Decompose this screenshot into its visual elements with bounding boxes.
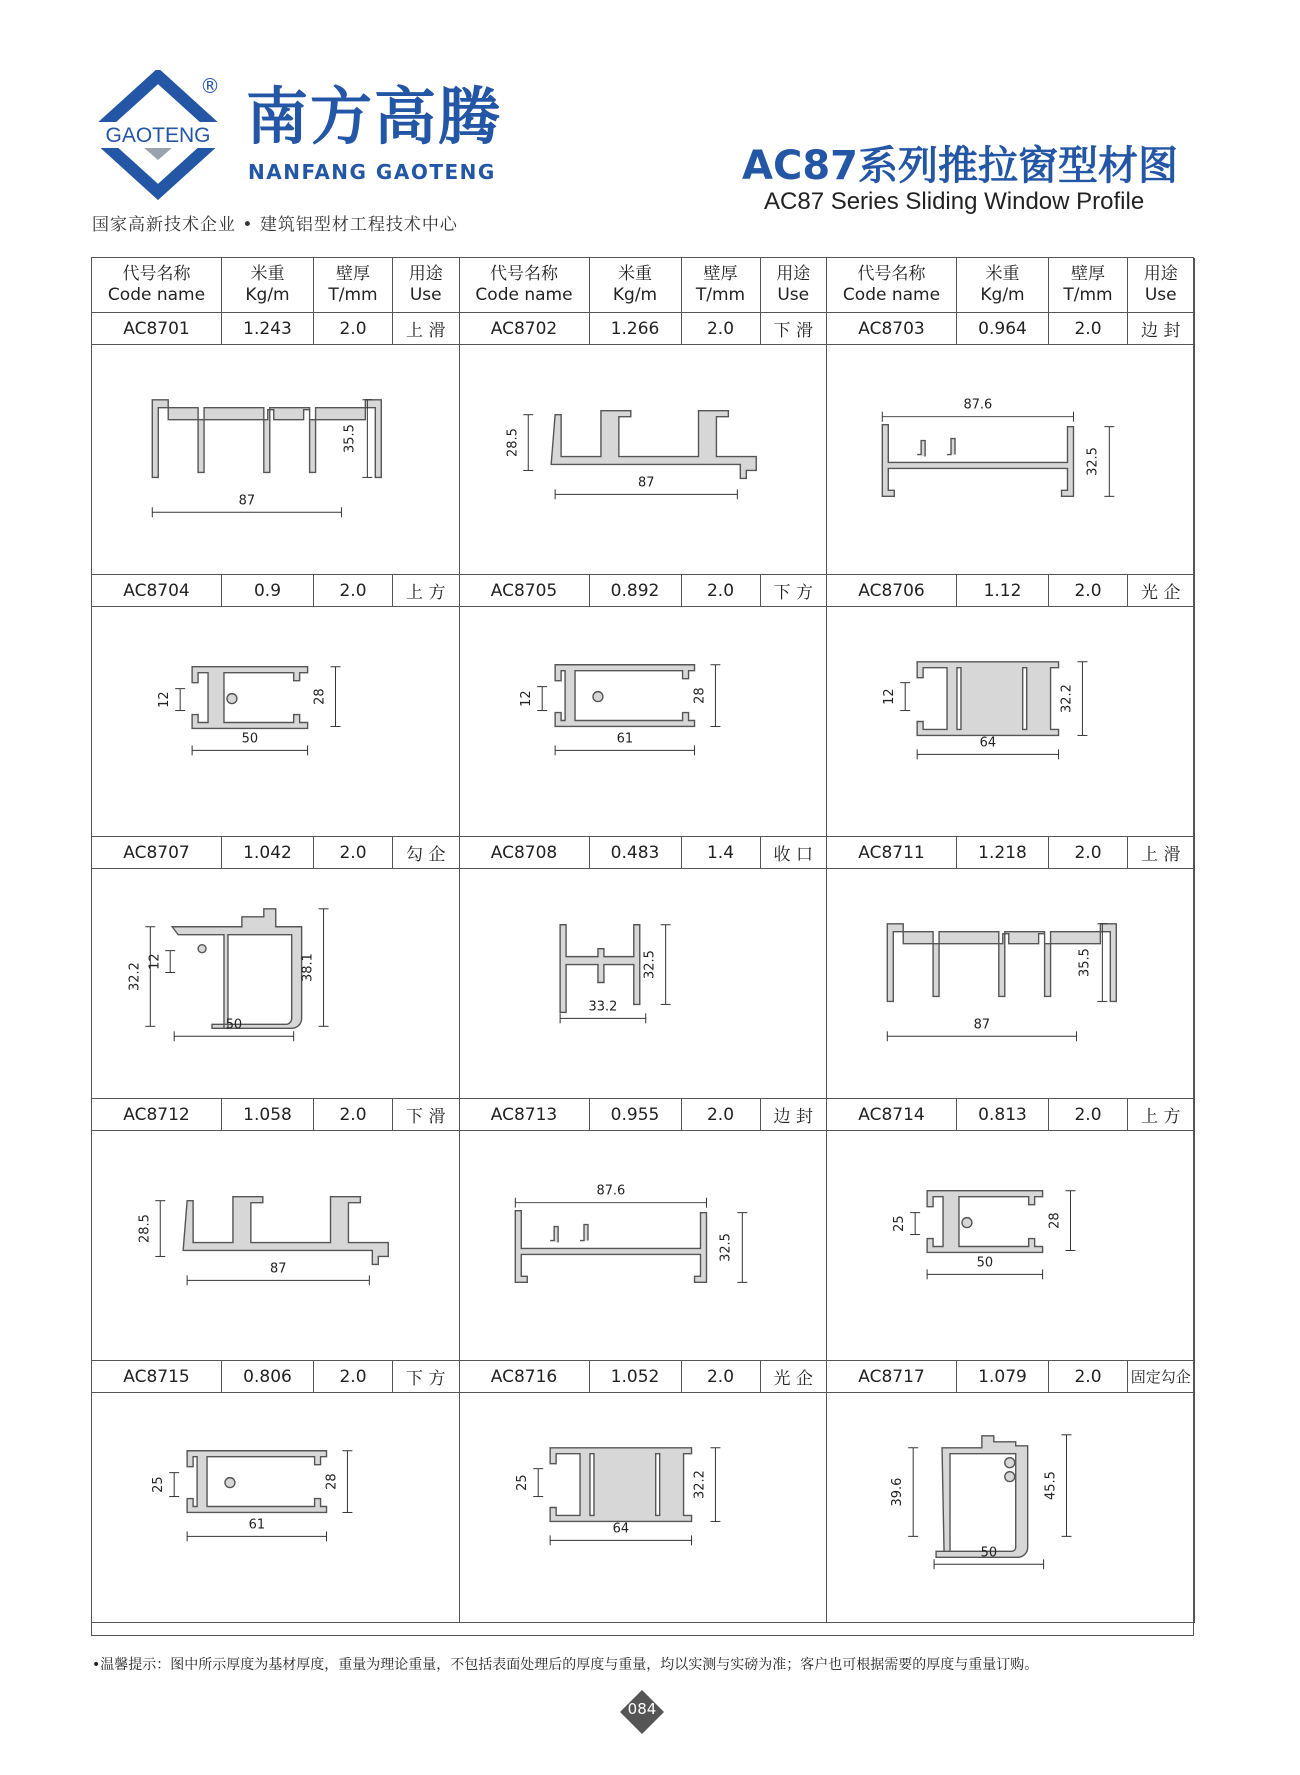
profile-code-cell: AC8716: [460, 1361, 590, 1393]
profile-drawing: [827, 1393, 1195, 1623]
profile-drawing: [460, 1393, 828, 1623]
profile-thickness-cell: 2.0: [682, 1099, 761, 1131]
dimension-label: 35.5: [1077, 948, 1093, 977]
header-label: T/mm: [328, 285, 378, 305]
dimension-label: 87.6: [595, 1183, 625, 1199]
profile-drawing: [92, 1131, 460, 1361]
header-label: T/mm: [695, 285, 746, 305]
profile-code-cell: AC8701: [92, 313, 222, 345]
profile-section-svg: [92, 1393, 459, 1622]
profile-drawing: [92, 345, 460, 575]
profile-code-cell: AC8707: [92, 837, 222, 869]
profile-code-cell: AC8715: [92, 1361, 222, 1393]
dimension-label: 87: [270, 1261, 287, 1277]
dimension-label: 45.5: [1043, 1471, 1059, 1501]
header-label: 用途: [1143, 264, 1178, 284]
profile-section-svg: [827, 1393, 1194, 1622]
profile-weight-cell: 0.806: [222, 1361, 314, 1393]
dimension-label: 50: [976, 1255, 994, 1271]
dimension-label: 50: [225, 1017, 243, 1033]
profile-code-cell: AC8711: [827, 837, 957, 869]
table-header-thickness: [682, 258, 761, 313]
profile-code-cell: AC8703: [827, 313, 957, 345]
profile-thickness-cell: 2.0: [682, 575, 761, 607]
brand-name-cn: 南方高腾: [246, 80, 503, 153]
header-label: 代号名称: [857, 264, 926, 284]
profile-use-cell: 收 口: [761, 837, 828, 869]
profile-section-svg: [460, 1131, 827, 1360]
profile-code-cell: AC8717: [827, 1361, 957, 1393]
profile-section-svg: [827, 607, 1194, 836]
header-label: Kg/m: [612, 285, 658, 305]
profile-thickness-cell: 2.0: [1049, 837, 1128, 869]
header-label: 米重: [985, 264, 1020, 284]
dimension-label: 25: [514, 1474, 530, 1491]
profile-section-svg: [92, 345, 459, 574]
profile-use-cell: 边 封: [761, 1099, 828, 1131]
profile-drawing: [92, 869, 460, 1099]
profile-thickness-cell: 2.0: [682, 1361, 761, 1393]
header-label: Kg/m: [245, 285, 290, 305]
table-header-use: [761, 258, 828, 313]
dimension-label: 38.1: [300, 953, 316, 982]
profile-weight-cell: 1.243: [222, 313, 314, 345]
profile-thickness-cell: 2.0: [314, 837, 393, 869]
registered-mark: ®: [200, 74, 220, 98]
table-header-weight: [222, 258, 314, 313]
profile-section-svg: [827, 869, 1194, 1098]
header-label: 用途: [776, 264, 811, 284]
page-title-en: AC87 Series Sliding Window Profile: [764, 188, 1145, 215]
dimension-label: 35.5: [342, 424, 358, 453]
brand-tagline: 国家高新技术企业 • 建筑铝型材工程技术中心: [92, 215, 458, 235]
profile-use-cell: 光 企: [1128, 575, 1195, 607]
profile-section-svg: [460, 869, 827, 1098]
profile-use-cell: 勾 企: [393, 837, 460, 869]
table-header-thickness: [314, 258, 393, 313]
header-label: Code name: [842, 285, 941, 305]
profile-weight-cell: 0.892: [590, 575, 682, 607]
profile-weight-cell: 0.813: [957, 1099, 1049, 1131]
header-label: 用途: [408, 264, 443, 284]
profile-use-cell: 光 企: [761, 1361, 828, 1393]
profile-thickness-cell: 2.0: [1049, 1099, 1128, 1131]
profile-drawing: [827, 869, 1195, 1099]
profile-thickness-cell: 1.4: [682, 837, 761, 869]
profile-drawing: [827, 1131, 1195, 1361]
dimension-label: 87: [973, 1017, 991, 1033]
header-label: Code name: [475, 285, 573, 305]
dimension-label: 32.2: [691, 1470, 707, 1500]
profile-drawing: [460, 869, 828, 1099]
profile-thickness-cell: 2.0: [1049, 1361, 1128, 1393]
profile-weight-cell: 0.483: [590, 837, 682, 869]
profile-use-cell: 上 方: [393, 575, 460, 607]
dimension-label: 28: [312, 688, 328, 705]
profile-drawing: [827, 607, 1195, 837]
dimension-label: 28: [324, 1473, 340, 1490]
profile-code-cell: AC8704: [92, 575, 222, 607]
profile-weight-cell: 1.218: [957, 837, 1049, 869]
dimension-label: 28: [1047, 1212, 1063, 1229]
profile-code-cell: AC8712: [92, 1099, 222, 1131]
header-label: Code name: [107, 285, 206, 305]
profile-use-cell: 上 滑: [1128, 837, 1195, 869]
dimension-label: 28: [691, 687, 707, 704]
profile-drawing: [460, 345, 828, 575]
page-title-cn: AC87系列推拉窗型材图: [742, 143, 1178, 189]
header-label: Use: [1144, 285, 1177, 305]
profile-use-cell: 下 滑: [393, 1099, 460, 1131]
brand-name-en: NANFANG GAOTENG: [248, 160, 496, 184]
dimension-label: 50: [980, 1545, 998, 1561]
profile-thickness-cell: 2.0: [314, 313, 393, 345]
footnote: •温馨提示：图中所示厚度为基材厚度，重量为理论重量，不包括表面处理后的厚度与重量，均以实测与实磅为准；客户也可根据需要的厚度与重量订购。: [92, 1657, 1039, 1673]
header-label: Kg/m: [980, 285, 1025, 305]
profile-section-svg: [827, 1131, 1194, 1360]
profile-drawing: [92, 607, 460, 837]
profile-code-cell: AC8702: [460, 313, 590, 345]
profile-weight-cell: 1.052: [590, 1361, 682, 1393]
dimension-label: 64: [612, 1521, 629, 1537]
profile-weight-cell: 1.12: [957, 575, 1049, 607]
dimension-label: 28.5: [504, 428, 520, 457]
profile-section-svg: [460, 607, 827, 836]
profile-use-cell: 下 滑: [761, 313, 828, 345]
profile-section-svg: [92, 607, 459, 836]
table-header-weight: [590, 258, 682, 313]
profile-section-svg: [827, 345, 1194, 574]
dimension-label: 12: [518, 690, 534, 707]
profile-weight-cell: 1.058: [222, 1099, 314, 1131]
table-header-weight: [957, 258, 1049, 313]
profile-thickness-cell: 2.0: [682, 313, 761, 345]
profile-section-svg: [460, 1393, 827, 1622]
profile-use-cell: 上 方: [1128, 1099, 1195, 1131]
header-label: Use: [409, 285, 442, 305]
header-label: T/mm: [1063, 285, 1113, 305]
dimension-label: 87.6: [963, 397, 993, 413]
dimension-label: 33.2: [588, 999, 617, 1015]
profile-code-cell: AC8713: [460, 1099, 590, 1131]
profile-code-cell: AC8714: [827, 1099, 957, 1131]
profile-code-cell: AC8706: [827, 575, 957, 607]
dimension-label: 32.5: [642, 950, 658, 979]
table-header-use: [1128, 258, 1195, 313]
dimension-label: 12: [157, 691, 173, 708]
profile-use-cell: 边 封: [1128, 313, 1195, 345]
header-label: 米重: [250, 264, 285, 284]
header-label: 代号名称: [490, 264, 558, 284]
profile-drawing: [92, 1393, 460, 1623]
dimension-label: 39.6: [890, 1477, 906, 1507]
dimension-label: 32.5: [1085, 447, 1101, 476]
table-header-use: [393, 258, 460, 313]
profile-drawing: [460, 607, 828, 837]
profile-spec-grid: [91, 257, 1194, 1636]
profile-weight-cell: 1.266: [590, 313, 682, 345]
profile-thickness-cell: 2.0: [314, 1361, 393, 1393]
profile-weight-cell: 0.964: [957, 313, 1049, 345]
dimension-label: 12: [882, 688, 898, 705]
logo-text: GAOTENG: [105, 124, 211, 147]
profile-section-svg: [92, 869, 459, 1098]
table-header-thickness: [1049, 258, 1128, 313]
header-label: 米重: [618, 264, 652, 284]
profile-code-cell: AC8705: [460, 575, 590, 607]
profile-weight-cell: 1.079: [957, 1361, 1049, 1393]
profile-use-cell: 下 方: [393, 1361, 460, 1393]
header-label: 代号名称: [122, 264, 191, 284]
profile-drawing: [460, 1131, 828, 1361]
dimension-label: 28.5: [137, 1214, 153, 1243]
dimension-label: 12: [147, 953, 163, 970]
dimension-label: 25: [892, 1215, 908, 1232]
dimension-label: 87: [238, 493, 256, 509]
dimension-label: 64: [979, 735, 997, 751]
profile-thickness-cell: 2.0: [314, 575, 393, 607]
header-label: 壁厚: [336, 264, 370, 284]
profile-code-cell: AC8708: [460, 837, 590, 869]
dimension-label: 32.2: [1059, 684, 1075, 714]
profile-use-cell: 上 滑: [393, 313, 460, 345]
profile-thickness-cell: 2.0: [314, 1099, 393, 1131]
profile-weight-cell: 0.9: [222, 575, 314, 607]
page-number: 084: [627, 1700, 657, 1718]
profile-drawing: [827, 345, 1195, 575]
dimension-label: 87: [637, 475, 654, 491]
header-label: 壁厚: [703, 264, 738, 284]
dimension-label: 32.5: [717, 1233, 733, 1262]
table-header-code: [460, 258, 590, 313]
profile-weight-cell: 1.042: [222, 837, 314, 869]
header-label: 壁厚: [1071, 264, 1105, 284]
table-header-code: [92, 258, 222, 313]
header-label: Use: [777, 285, 810, 305]
profile-use-cell: 固定勾企: [1128, 1361, 1195, 1393]
profile-thickness-cell: 2.0: [1049, 313, 1128, 345]
profile-section-svg: [92, 1131, 459, 1360]
dimension-label: 25: [151, 1476, 167, 1493]
dimension-label: 61: [248, 1517, 266, 1533]
dimension-label: 32.2: [127, 962, 143, 991]
profile-use-cell: 下 方: [761, 575, 828, 607]
profile-section-svg: [460, 345, 827, 574]
profile-weight-cell: 0.955: [590, 1099, 682, 1131]
dimension-label: 61: [616, 731, 633, 747]
dimension-label: 50: [241, 731, 259, 747]
profile-thickness-cell: 2.0: [1049, 575, 1128, 607]
table-header-code: [827, 258, 957, 313]
